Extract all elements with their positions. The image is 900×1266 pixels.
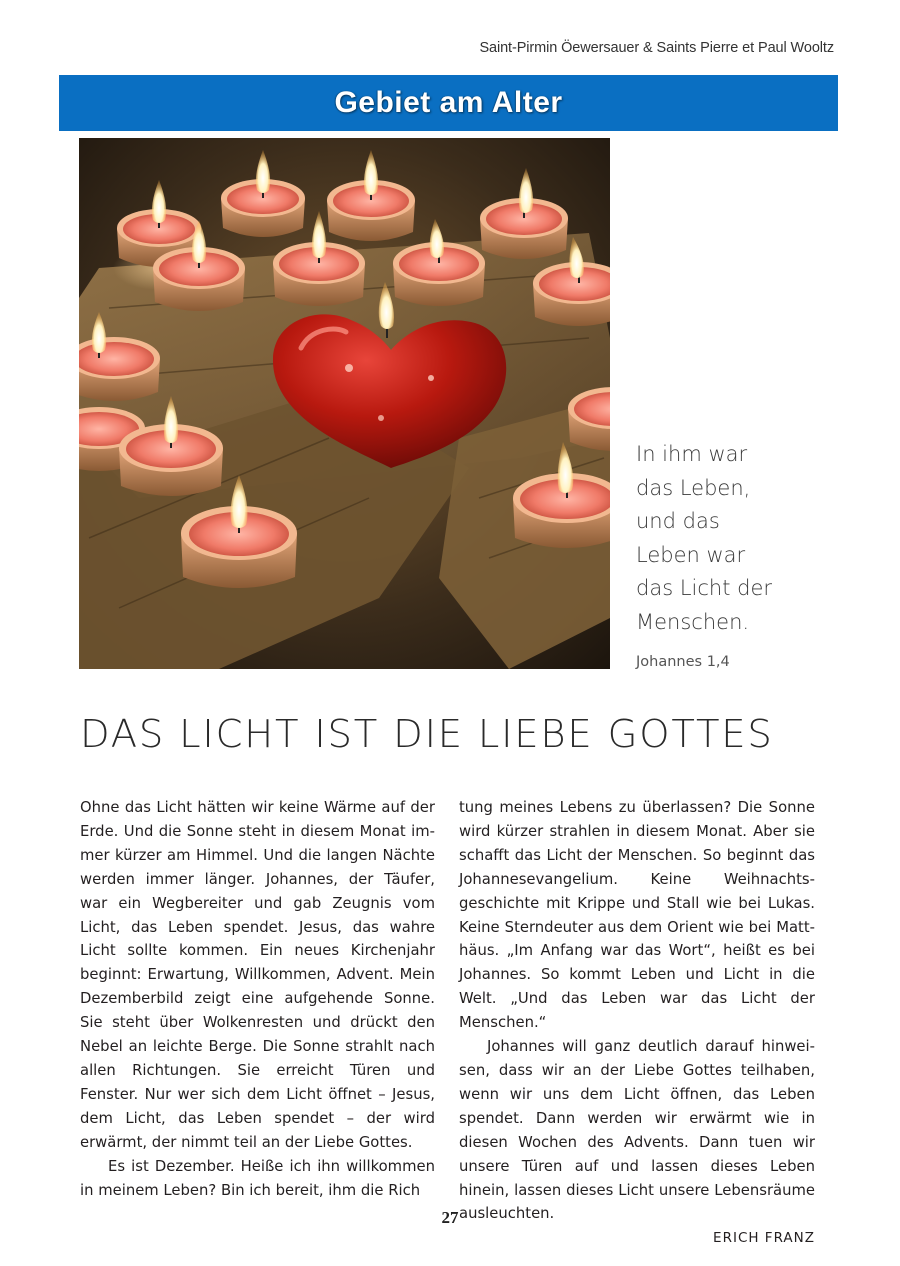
bible-quote bbox=[636, 438, 836, 639]
quote-line: das Licht der bbox=[636, 576, 772, 600]
article-headline: DAS LICHT IST DIE LIEBE GOTTES bbox=[80, 712, 774, 757]
paragraph: Johannes will ganz deutlich darauf hinweisen, dass wir an der Liebe Gottes teilhaben, wenn wir uns dem Licht öffnen, das Leben spendet. Dann werden wir erwärmt wie in diesen Wochen des Advents. Dann tuen wir unsere Türen auf und lassen dieses Leben hinein, lassen dieses Licht unsere Lebensräume ausleuchten. bbox=[459, 1038, 815, 1223]
paragraph: Es ist Dezember. Heiße ich ihn willkommen in meinem Leben? Bin ich bereit, ihm die Rich bbox=[80, 1157, 435, 1199]
parish-header: Saint-Pirmin Öewersauer & Saints Pierre et Paul Wooltz bbox=[479, 40, 834, 56]
article-author: ERICH FRANZ bbox=[713, 1230, 815, 1247]
quote-line: das Leben, bbox=[636, 475, 751, 500]
quote-line: und das bbox=[636, 509, 720, 533]
quote-line: Menschen. bbox=[636, 609, 750, 634]
article-column-left bbox=[80, 796, 435, 1202]
section-title: Gebiet am Alter bbox=[334, 86, 563, 119]
quote-line: Leben war bbox=[636, 542, 746, 567]
quote-reference: Johannes 1,4 bbox=[636, 654, 730, 670]
article-column-right bbox=[459, 796, 815, 1251]
paragraph: Ohne das Licht hätten wir keine Wärme auf der Erde. Und die Sonne steht in diesem Monat immer kürzer am Himmel. Und die langen Nächte werden immer länger. Johannes, der Täufer, war ein Wegbereiter und gab Zeugnis vom Licht, das Leben spendet. Jesus, das wahre Licht sollte kommen. Ein neues Kirchenjahr beginnt: Erwartung, Willkommen, Advent. Mein Dezemberbild zeigt eine aufgehende Sonne. Sie steht über Wolkenresten und drückt den Nebel an leichte Berge. Die Sonne strahlt nach allen Richtungen. Sie erreicht Türen und Fenster. Nur wer sich dem Licht öffnet – Jesus, dem Licht, das Leben spendet – der wird erwärmt, der nimmt teil an der Liebe Gottes. bbox=[80, 799, 435, 1151]
page-number: 27 bbox=[441, 1208, 459, 1227]
quote-line: In ihm war bbox=[636, 442, 748, 466]
paragraph: tung meines Lebens zu überlassen? Die Sonne wird kürzer strahlen in diesem Monat. Aber sie schafft das Licht der Menschen. So beginnt das Johannesevangelium. Keine Weihnachtsgeschichte mit Krippe und Stall wie bei Lukas. Keine Sterndeuter aus dem Orient wie bei Matthäus. „Im Anfang war das Wort“, heißt es bei Johannes. So kommt Leben und Licht in die Welt. „Und das Leben war das Licht der Menschen.“ bbox=[459, 799, 815, 1032]
section-banner bbox=[59, 75, 838, 131]
candles-photo bbox=[79, 138, 610, 669]
